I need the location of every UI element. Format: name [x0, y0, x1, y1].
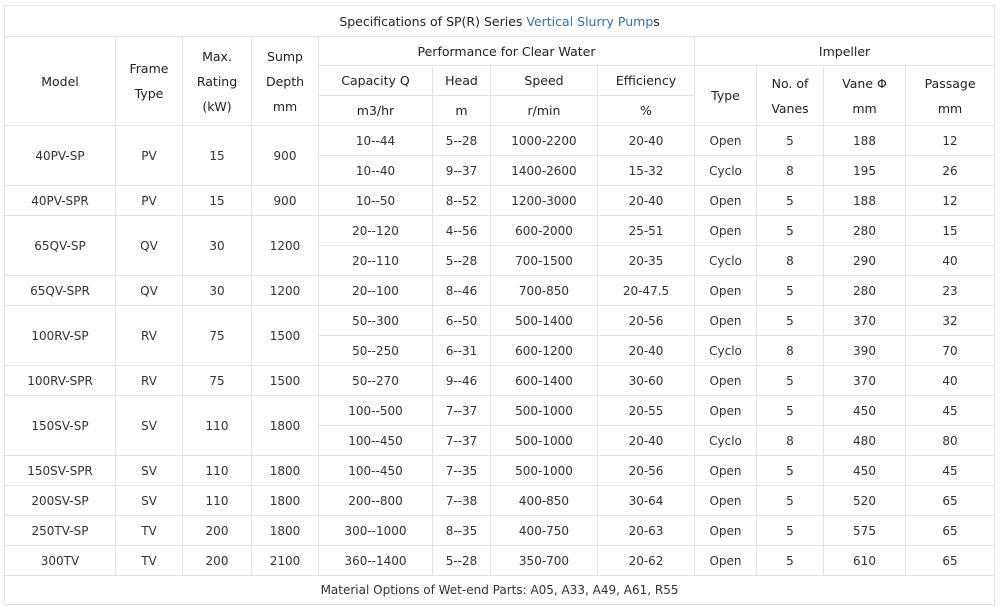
type-cell: Cyclo — [695, 426, 757, 456]
vane-dia-cell: 290 — [824, 246, 906, 276]
rating-cell: 30 — [183, 216, 252, 276]
capacity-cell: 50--250 — [319, 336, 433, 366]
vane-dia-cell: 610 — [824, 546, 906, 576]
rating-cell: 75 — [183, 366, 252, 396]
sump-cell: 1800 — [252, 486, 319, 516]
passage-cell: 15 — [906, 216, 995, 246]
type-cell: Open — [695, 396, 757, 426]
sump-cell: 1200 — [252, 216, 319, 276]
capacity-cell: 360--1400 — [319, 546, 433, 576]
head-cell: 7--35 — [433, 456, 491, 486]
type-cell: Cyclo — [695, 156, 757, 186]
capacity-cell: 10--40 — [319, 156, 433, 186]
model-cell: 100RV-SPR — [5, 366, 116, 396]
spec-table — [4, 5, 995, 605]
model-cell: 200SV-SP — [5, 486, 116, 516]
efficiency-cell: 20-40 — [598, 336, 695, 366]
sump-cell: 1500 — [252, 366, 319, 396]
sump-cell: 1500 — [252, 306, 319, 366]
vanes-cell: 5 — [757, 276, 824, 306]
vane-dia-cell: 450 — [824, 456, 906, 486]
efficiency-cell: 20-63 — [598, 516, 695, 546]
type-cell: Open — [695, 456, 757, 486]
table-row — [5, 456, 995, 486]
capacity-cell: 300--1000 — [319, 516, 433, 546]
sump-cell: 900 — [252, 186, 319, 216]
sump-cell: 1800 — [252, 516, 319, 546]
rating-cell: 200 — [183, 516, 252, 546]
model-cell: 40PV-SPR — [5, 186, 116, 216]
vanes-cell: 5 — [757, 516, 824, 546]
capacity-cell: 10--50 — [319, 186, 433, 216]
head-cell: 5--28 — [433, 126, 491, 156]
header-vane-dia: Vane Φ mm — [824, 66, 906, 126]
header-speed: Speed — [491, 66, 598, 96]
passage-cell: 40 — [906, 366, 995, 396]
passage-cell: 80 — [906, 426, 995, 456]
vane-dia-cell: 188 — [824, 126, 906, 156]
title-link[interactable]: Vertical Slurry Pump — [526, 13, 654, 29]
head-cell: 4--56 — [433, 216, 491, 246]
capacity-cell: 100--500 — [319, 396, 433, 426]
speed-cell: 1000-2200 — [491, 126, 598, 156]
vanes-cell: 8 — [757, 426, 824, 456]
efficiency-cell: 20-35 — [598, 246, 695, 276]
passage-cell: 65 — [906, 486, 995, 516]
passage-cell: 65 — [906, 546, 995, 576]
capacity-cell: 20--110 — [319, 246, 433, 276]
speed-cell: 500-1000 — [491, 396, 598, 426]
head-cell: 8--46 — [433, 276, 491, 306]
passage-cell: 26 — [906, 156, 995, 186]
capacity-cell: 20--120 — [319, 216, 433, 246]
table-row — [5, 126, 995, 156]
vane-dia-cell: 480 — [824, 426, 906, 456]
efficiency-cell: 30-60 — [598, 366, 695, 396]
head-cell: 6--50 — [433, 306, 491, 336]
speed-cell: 700-850 — [491, 276, 598, 306]
passage-cell: 45 — [906, 396, 995, 426]
frame-cell: QV — [116, 216, 183, 276]
header-performance: Performance for Clear Water — [319, 37, 695, 66]
head-cell: 5--28 — [433, 546, 491, 576]
head-cell: 7--37 — [433, 426, 491, 456]
passage-cell: 65 — [906, 516, 995, 546]
capacity-cell: 50--300 — [319, 306, 433, 336]
sump-cell: 2100 — [252, 546, 319, 576]
vanes-cell: 5 — [757, 456, 824, 486]
efficiency-cell: 20-40 — [598, 186, 695, 216]
frame-cell: PV — [116, 126, 183, 186]
type-cell: Open — [695, 486, 757, 516]
model-cell: 150SV-SP — [5, 396, 116, 456]
table-row — [5, 366, 995, 396]
vanes-cell: 5 — [757, 366, 824, 396]
head-cell: 5--28 — [433, 246, 491, 276]
rating-cell: 30 — [183, 276, 252, 306]
vane-dia-cell: 520 — [824, 486, 906, 516]
speed-cell: 600-2000 — [491, 216, 598, 246]
sump-cell: 1200 — [252, 276, 319, 306]
frame-cell: PV — [116, 186, 183, 216]
type-cell: Open — [695, 186, 757, 216]
capacity-cell: 10--44 — [319, 126, 433, 156]
capacity-cell: 200--800 — [319, 486, 433, 516]
vane-dia-cell: 450 — [824, 396, 906, 426]
table-row — [5, 276, 995, 306]
model-cell: 65QV-SP — [5, 216, 116, 276]
rating-cell: 75 — [183, 306, 252, 366]
vanes-cell: 5 — [757, 186, 824, 216]
header-efficiency-unit: % — [598, 96, 695, 126]
header-model: Model — [5, 37, 116, 126]
type-cell: Open — [695, 126, 757, 156]
capacity-cell: 100--450 — [319, 426, 433, 456]
frame-cell: SV — [116, 456, 183, 486]
table-title — [5, 6, 995, 37]
rating-cell: 110 — [183, 486, 252, 516]
head-cell: 6--31 — [433, 336, 491, 366]
frame-cell: RV — [116, 306, 183, 366]
passage-cell: 12 — [906, 186, 995, 216]
header-sump-depth: Sump Depth mm — [252, 37, 319, 126]
capacity-cell: 20--100 — [319, 276, 433, 306]
sump-cell: 1800 — [252, 456, 319, 486]
vanes-cell: 8 — [757, 156, 824, 186]
speed-cell: 350-700 — [491, 546, 598, 576]
vane-dia-cell: 390 — [824, 336, 906, 366]
speed-cell: 600-1400 — [491, 366, 598, 396]
passage-cell: 45 — [906, 456, 995, 486]
header-max-rating: Max. Rating (kW) — [183, 37, 252, 126]
speed-cell: 400-750 — [491, 516, 598, 546]
table-row — [5, 186, 995, 216]
title-suffix: s — [653, 13, 660, 29]
passage-cell: 40 — [906, 246, 995, 276]
table-row — [5, 306, 995, 336]
head-cell: 7--38 — [433, 486, 491, 516]
vanes-cell: 5 — [757, 546, 824, 576]
frame-cell: SV — [116, 396, 183, 456]
header-impeller: Impeller — [695, 37, 995, 66]
efficiency-cell: 20-56 — [598, 456, 695, 486]
type-cell: Open — [695, 306, 757, 336]
header-capacity-unit: m3/hr — [319, 96, 433, 126]
speed-cell: 600-1200 — [491, 336, 598, 366]
vanes-cell: 5 — [757, 126, 824, 156]
efficiency-cell: 20-40 — [598, 426, 695, 456]
footer-materials: Material Options of Wet-end Parts: A05, A33, A49, A61, R55 — [5, 576, 995, 605]
frame-cell: QV — [116, 276, 183, 306]
efficiency-cell: 20-47.5 — [598, 276, 695, 306]
efficiency-cell: 30-64 — [598, 486, 695, 516]
header-impeller-type: Type — [695, 66, 757, 126]
vanes-cell: 8 — [757, 246, 824, 276]
header-vanes: No. of Vanes — [757, 66, 824, 126]
sump-cell: 900 — [252, 126, 319, 186]
frame-cell: TV — [116, 516, 183, 546]
speed-cell: 1400-2600 — [491, 156, 598, 186]
capacity-cell: 50--270 — [319, 366, 433, 396]
efficiency-cell: 20-40 — [598, 126, 695, 156]
frame-cell: TV — [116, 546, 183, 576]
head-cell: 8--35 — [433, 516, 491, 546]
rating-cell: 200 — [183, 546, 252, 576]
type-cell: Open — [695, 216, 757, 246]
vanes-cell: 8 — [757, 336, 824, 366]
head-cell: 9--46 — [433, 366, 491, 396]
vanes-cell: 5 — [757, 306, 824, 336]
header-passage: Passage mm — [906, 66, 995, 126]
type-cell: Open — [695, 366, 757, 396]
passage-cell: 23 — [906, 276, 995, 306]
table-row — [5, 516, 995, 546]
vane-dia-cell: 370 — [824, 366, 906, 396]
head-cell: 9--37 — [433, 156, 491, 186]
rating-cell: 15 — [183, 126, 252, 186]
type-cell: Cyclo — [695, 246, 757, 276]
head-cell: 7--37 — [433, 396, 491, 426]
header-head-unit: m — [433, 96, 491, 126]
header-capacity: Capacity Q — [319, 66, 433, 96]
model-cell: 150SV-SPR — [5, 456, 116, 486]
model-cell: 100RV-SP — [5, 306, 116, 366]
speed-cell: 1200-3000 — [491, 186, 598, 216]
vanes-cell: 5 — [757, 486, 824, 516]
efficiency-cell: 25-51 — [598, 216, 695, 246]
model-cell: 40PV-SP — [5, 126, 116, 186]
title-text: Specifications of SP(R) Series — [339, 13, 527, 29]
vane-dia-cell: 195 — [824, 156, 906, 186]
rating-cell: 110 — [183, 456, 252, 486]
passage-cell: 32 — [906, 306, 995, 336]
efficiency-cell: 20-62 — [598, 546, 695, 576]
rating-cell: 110 — [183, 396, 252, 456]
vane-dia-cell: 188 — [824, 186, 906, 216]
sump-cell: 1800 — [252, 396, 319, 456]
type-cell: Open — [695, 276, 757, 306]
model-cell: 250TV-SP — [5, 516, 116, 546]
header-speed-unit: r/min — [491, 96, 598, 126]
table-row — [5, 396, 995, 426]
efficiency-cell: 20-55 — [598, 396, 695, 426]
header-head: Head — [433, 66, 491, 96]
table-row — [5, 486, 995, 516]
passage-cell: 12 — [906, 126, 995, 156]
efficiency-cell: 20-56 — [598, 306, 695, 336]
speed-cell: 500-1000 — [491, 426, 598, 456]
vane-dia-cell: 280 — [824, 216, 906, 246]
head-cell: 8--52 — [433, 186, 491, 216]
type-cell: Open — [695, 546, 757, 576]
speed-cell: 500-1000 — [491, 456, 598, 486]
frame-cell: SV — [116, 486, 183, 516]
model-cell: 300TV — [5, 546, 116, 576]
header-frame-type: Frame Type — [116, 37, 183, 126]
speed-cell: 700-1500 — [491, 246, 598, 276]
type-cell: Open — [695, 516, 757, 546]
passage-cell: 70 — [906, 336, 995, 366]
table-row — [5, 546, 995, 576]
efficiency-cell: 15-32 — [598, 156, 695, 186]
vane-dia-cell: 280 — [824, 276, 906, 306]
model-cell: 65QV-SPR — [5, 276, 116, 306]
header-efficiency: Efficiency — [598, 66, 695, 96]
rating-cell: 15 — [183, 186, 252, 216]
frame-cell: RV — [116, 366, 183, 396]
speed-cell: 500-1400 — [491, 306, 598, 336]
type-cell: Cyclo — [695, 336, 757, 366]
vane-dia-cell: 575 — [824, 516, 906, 546]
vane-dia-cell: 370 — [824, 306, 906, 336]
vanes-cell: 5 — [757, 216, 824, 246]
capacity-cell: 100--450 — [319, 456, 433, 486]
table-row — [5, 216, 995, 246]
vanes-cell: 5 — [757, 396, 824, 426]
speed-cell: 400-850 — [491, 486, 598, 516]
